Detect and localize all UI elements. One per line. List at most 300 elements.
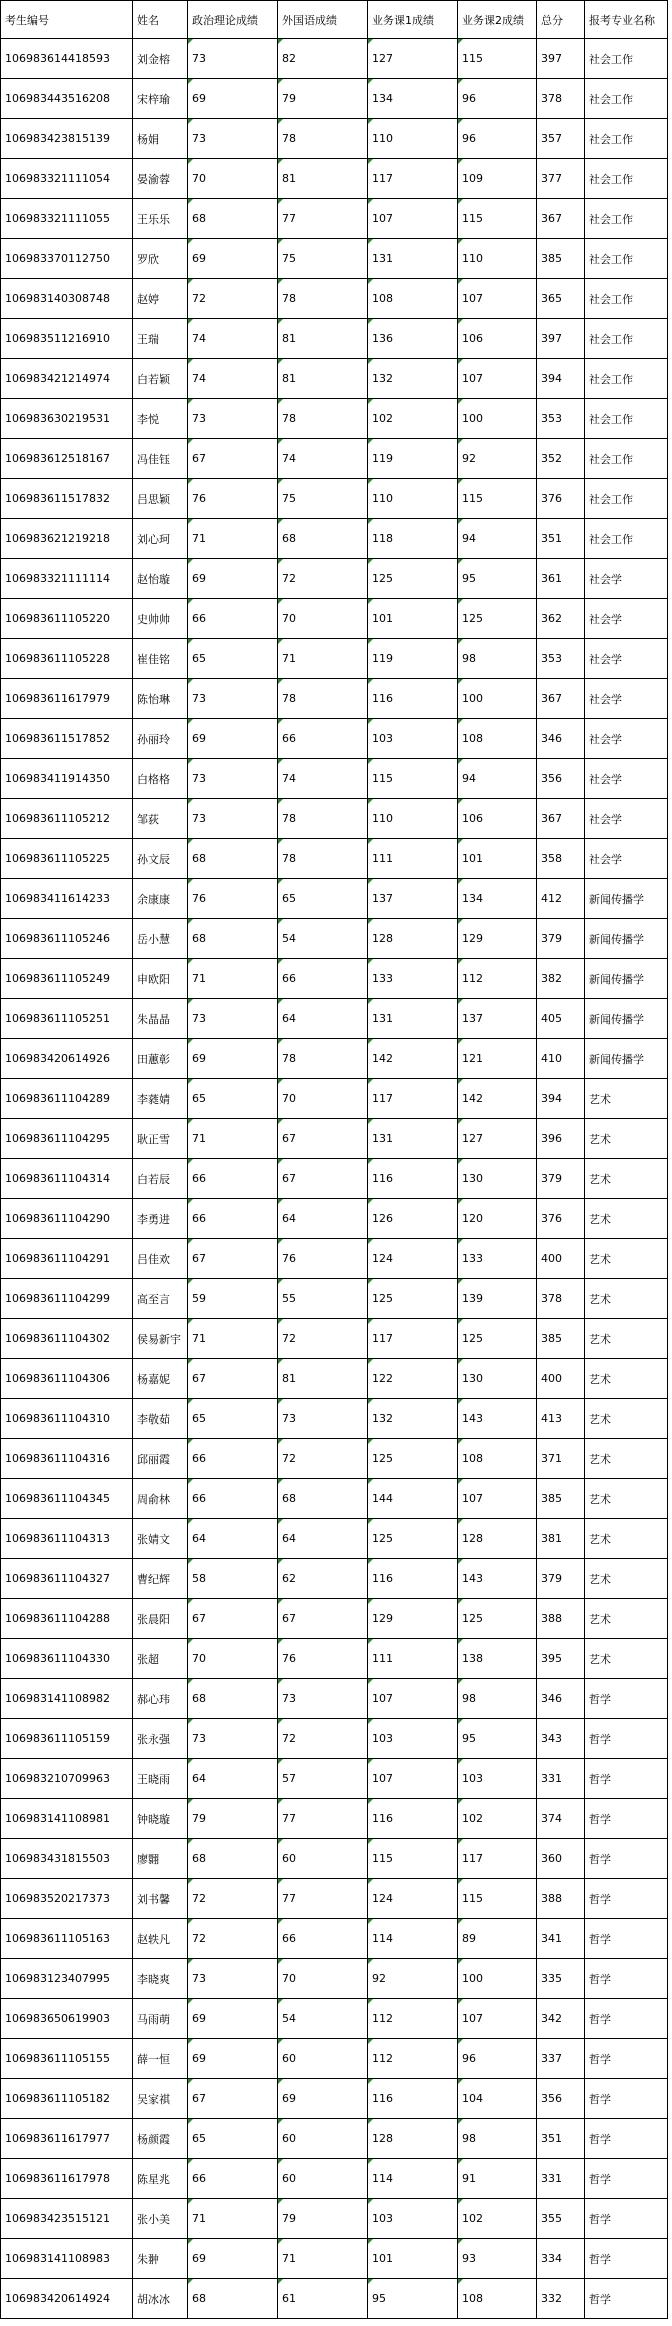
candidate-id-cell: 106983321111054 (1, 159, 133, 199)
major-cell: 哲学 (585, 1679, 668, 1719)
name-cell: 吴家祺 (133, 2079, 188, 2119)
foreign-language-score-cell: 78 (278, 799, 368, 839)
subject1-score-cell: 116 (368, 1799, 458, 1839)
major-cell: 哲学 (585, 2279, 668, 2319)
table-row (1, 1239, 668, 1279)
politics-score-cell: 66 (188, 1439, 278, 1479)
name-cell: 张婧文 (133, 1519, 188, 1559)
name-cell: 崔佳铭 (133, 639, 188, 679)
major-cell: 艺术 (585, 1239, 668, 1279)
subject1-score-cell: 118 (368, 519, 458, 559)
total-score-cell: 376 (537, 1199, 585, 1239)
name-cell: 耿正雪 (133, 1119, 188, 1159)
table-row (1, 1039, 668, 1079)
major-cell: 哲学 (585, 1799, 668, 1839)
name-cell: 钟晓璇 (133, 1799, 188, 1839)
major-cell: 新闻传播学 (585, 1039, 668, 1079)
total-score-cell: 353 (537, 399, 585, 439)
subject2-score-cell: 125 (458, 1599, 537, 1639)
total-score-cell: 357 (537, 119, 585, 159)
foreign-language-score-cell: 72 (278, 1319, 368, 1359)
politics-score-cell: 69 (188, 2039, 278, 2079)
subject1-score-cell: 115 (368, 1839, 458, 1879)
total-score-cell: 395 (537, 1639, 585, 1679)
major-cell: 新闻传播学 (585, 879, 668, 919)
foreign-language-score-cell: 68 (278, 1479, 368, 1519)
subject1-score-cell: 103 (368, 2199, 458, 2239)
table-row (1, 1679, 668, 1719)
name-cell: 张晨阳 (133, 1599, 188, 1639)
candidate-id-cell: 106983611104310 (1, 1399, 133, 1439)
foreign-language-score-cell: 81 (278, 1359, 368, 1399)
table-row (1, 359, 668, 399)
table-row (1, 799, 668, 839)
name-cell: 胡冰冰 (133, 2279, 188, 2319)
candidate-id-cell: 106983611617979 (1, 679, 133, 719)
subject1-score-cell: 110 (368, 479, 458, 519)
subject2-score-cell: 115 (458, 39, 537, 79)
subject2-score-cell: 107 (458, 359, 537, 399)
name-cell: 李晓爽 (133, 1959, 188, 1999)
politics-score-cell: 68 (188, 1679, 278, 1719)
table-body (1, 39, 668, 2319)
foreign-language-score-cell: 77 (278, 1879, 368, 1919)
subject1-score-cell: 131 (368, 999, 458, 1039)
name-cell: 余康康 (133, 879, 188, 919)
subject2-score-cell: 98 (458, 639, 537, 679)
foreign-language-score-cell: 72 (278, 1719, 368, 1759)
name-cell: 陈怡琳 (133, 679, 188, 719)
subject1-score-cell: 110 (368, 799, 458, 839)
total-score-cell: 367 (537, 199, 585, 239)
politics-score-cell: 72 (188, 279, 278, 319)
candidate-id-cell: 106983140308748 (1, 279, 133, 319)
table-row (1, 879, 668, 919)
candidate-id-cell: 106983611105182 (1, 2079, 133, 2119)
candidate-id-cell: 106983611104327 (1, 1559, 133, 1599)
subject2-score-cell: 96 (458, 79, 537, 119)
candidate-id-cell: 106983611104330 (1, 1639, 133, 1679)
subject2-score-cell: 100 (458, 1959, 537, 1999)
major-cell: 新闻传播学 (585, 959, 668, 999)
total-score-cell: 378 (537, 79, 585, 119)
name-cell: 李悦 (133, 399, 188, 439)
politics-score-cell: 67 (188, 439, 278, 479)
table-row (1, 199, 668, 239)
candidate-id-cell: 106983611617977 (1, 2119, 133, 2159)
name-cell: 岳小慧 (133, 919, 188, 959)
total-score-cell: 343 (537, 1719, 585, 1759)
subject1-score-cell: 127 (368, 39, 458, 79)
politics-score-cell: 73 (188, 399, 278, 439)
subject1-score-cell: 92 (368, 1959, 458, 1999)
name-cell: 罗欣 (133, 239, 188, 279)
name-cell: 白若辰 (133, 1159, 188, 1199)
table-row (1, 719, 668, 759)
subject1-score-cell: 116 (368, 2079, 458, 2119)
politics-score-cell: 68 (188, 839, 278, 879)
major-cell: 社会工作 (585, 119, 668, 159)
subject2-score-cell: 130 (458, 1359, 537, 1399)
total-score-cell: 332 (537, 2279, 585, 2319)
politics-score-cell: 74 (188, 319, 278, 359)
major-cell: 哲学 (585, 1839, 668, 1879)
name-cell: 白若颖 (133, 359, 188, 399)
subject2-score-cell: 89 (458, 1919, 537, 1959)
table-row (1, 439, 668, 479)
foreign-language-score-cell: 78 (278, 279, 368, 319)
name-cell: 朱晶晶 (133, 999, 188, 1039)
name-cell: 杨颜霞 (133, 2119, 188, 2159)
major-cell: 艺术 (585, 1399, 668, 1439)
major-cell: 艺术 (585, 1119, 668, 1159)
name-cell: 吕思颖 (133, 479, 188, 519)
politics-score-cell: 73 (188, 679, 278, 719)
name-cell: 王晓雨 (133, 1759, 188, 1799)
subject1-score-cell: 114 (368, 2159, 458, 2199)
subject2-score-cell: 107 (458, 1479, 537, 1519)
foreign-language-score-cell: 71 (278, 2239, 368, 2279)
subject2-score-cell: 101 (458, 839, 537, 879)
politics-score-cell: 65 (188, 1079, 278, 1119)
total-score-cell: 353 (537, 639, 585, 679)
candidate-id-cell: 106983611104290 (1, 1199, 133, 1239)
name-cell: 杨娟 (133, 119, 188, 159)
name-cell: 陈星兆 (133, 2159, 188, 2199)
foreign-language-score-cell: 76 (278, 1239, 368, 1279)
table-row (1, 519, 668, 559)
subject2-score-cell: 125 (458, 599, 537, 639)
foreign-language-score-cell: 73 (278, 1399, 368, 1439)
major-cell: 社会学 (585, 719, 668, 759)
table-row (1, 919, 668, 959)
candidate-id-cell: 106983611105163 (1, 1919, 133, 1959)
foreign-language-score-cell: 81 (278, 359, 368, 399)
total-score-cell: 367 (537, 799, 585, 839)
major-cell: 社会工作 (585, 479, 668, 519)
total-score-cell: 381 (537, 1519, 585, 1559)
subject2-score-cell: 139 (458, 1279, 537, 1319)
table-row (1, 2079, 668, 2119)
candidate-id-cell: 106983611517832 (1, 479, 133, 519)
candidate-id-cell: 106983611617978 (1, 2159, 133, 2199)
total-score-cell: 361 (537, 559, 585, 599)
subject1-score-cell: 134 (368, 79, 458, 119)
table-row (1, 1959, 668, 1999)
subject2-score-cell: 100 (458, 399, 537, 439)
total-score-cell: 385 (537, 1319, 585, 1359)
major-cell: 社会学 (585, 599, 668, 639)
politics-score-cell: 73 (188, 119, 278, 159)
subject2-score-cell: 115 (458, 479, 537, 519)
table-row (1, 1799, 668, 1839)
total-score-cell: 371 (537, 1439, 585, 1479)
table-row (1, 1399, 668, 1439)
subject2-score-cell: 95 (458, 559, 537, 599)
table-row (1, 1439, 668, 1479)
major-cell: 社会工作 (585, 399, 668, 439)
subject1-score-cell: 122 (368, 1359, 458, 1399)
politics-score-cell: 64 (188, 1759, 278, 1799)
subject2-score-cell: 94 (458, 759, 537, 799)
total-score-cell: 412 (537, 879, 585, 919)
total-score-cell: 355 (537, 2199, 585, 2239)
name-cell: 赵轶凡 (133, 1919, 188, 1959)
politics-score-cell: 69 (188, 239, 278, 279)
candidate-id-cell: 106983650619903 (1, 1999, 133, 2039)
name-cell: 史帅帅 (133, 599, 188, 639)
subject2-score-cell: 106 (458, 799, 537, 839)
candidate-id-cell: 106983611105249 (1, 959, 133, 999)
total-score-cell: 356 (537, 759, 585, 799)
total-score-cell: 351 (537, 519, 585, 559)
candidate-id-cell: 106983611104314 (1, 1159, 133, 1199)
foreign-language-score-cell: 77 (278, 199, 368, 239)
name-cell: 邹荻 (133, 799, 188, 839)
subject2-score-cell: 102 (458, 2199, 537, 2239)
politics-score-cell: 68 (188, 2279, 278, 2319)
total-score-cell: 331 (537, 1759, 585, 1799)
foreign-language-score-cell: 77 (278, 1799, 368, 1839)
subject2-score-cell: 115 (458, 1879, 537, 1919)
subject2-score-cell: 115 (458, 199, 537, 239)
foreign-language-score-cell: 72 (278, 1439, 368, 1479)
total-score-cell: 379 (537, 1159, 585, 1199)
total-score-cell: 365 (537, 279, 585, 319)
subject1-score-cell: 111 (368, 1639, 458, 1679)
candidate-id-cell: 106983431815503 (1, 1839, 133, 1879)
subject2-score-cell: 137 (458, 999, 537, 1039)
total-score-cell: 410 (537, 1039, 585, 1079)
major-cell: 社会工作 (585, 239, 668, 279)
foreign-language-score-cell: 64 (278, 999, 368, 1039)
table-row (1, 1559, 668, 1599)
table-row (1, 239, 668, 279)
subject2-score-cell: 108 (458, 1439, 537, 1479)
name-cell: 刘金榕 (133, 39, 188, 79)
foreign-language-score-cell: 68 (278, 519, 368, 559)
total-score-cell: 346 (537, 1679, 585, 1719)
name-cell: 张小美 (133, 2199, 188, 2239)
foreign-language-score-cell: 72 (278, 559, 368, 599)
politics-score-cell: 73 (188, 1959, 278, 1999)
candidate-id-cell: 106983411614233 (1, 879, 133, 919)
subject2-score-cell: 91 (458, 2159, 537, 2199)
subject1-score-cell: 110 (368, 119, 458, 159)
politics-score-cell: 69 (188, 1999, 278, 2039)
candidate-id-cell: 106983611104288 (1, 1599, 133, 1639)
table-row (1, 79, 668, 119)
politics-score-cell: 71 (188, 1319, 278, 1359)
table-row (1, 999, 668, 1039)
table-row (1, 1839, 668, 1879)
politics-score-cell: 76 (188, 479, 278, 519)
major-cell: 艺术 (585, 1599, 668, 1639)
subject1-score-cell: 125 (368, 559, 458, 599)
major-cell: 艺术 (585, 1279, 668, 1319)
major-cell: 社会学 (585, 559, 668, 599)
total-score-cell: 382 (537, 959, 585, 999)
name-cell: 邱丽霞 (133, 1439, 188, 1479)
column-header: 考生编号 (1, 1, 133, 39)
major-cell: 哲学 (585, 1759, 668, 1799)
table-row (1, 1159, 668, 1199)
major-cell: 艺术 (585, 1159, 668, 1199)
foreign-language-score-cell: 60 (278, 1839, 368, 1879)
subject1-score-cell: 119 (368, 439, 458, 479)
subject2-score-cell: 108 (458, 719, 537, 759)
major-cell: 哲学 (585, 1999, 668, 2039)
table-row (1, 1879, 668, 1919)
table-row (1, 2279, 668, 2319)
foreign-language-score-cell: 70 (278, 1959, 368, 1999)
total-score-cell: 400 (537, 1239, 585, 1279)
foreign-language-score-cell: 57 (278, 1759, 368, 1799)
table-row (1, 1359, 668, 1399)
foreign-language-score-cell: 79 (278, 2199, 368, 2239)
foreign-language-score-cell: 78 (278, 119, 368, 159)
table-row (1, 1759, 668, 1799)
foreign-language-score-cell: 67 (278, 1119, 368, 1159)
table-row (1, 1919, 668, 1959)
major-cell: 社会学 (585, 759, 668, 799)
major-cell: 艺术 (585, 1199, 668, 1239)
subject2-score-cell: 96 (458, 119, 537, 159)
total-score-cell: 388 (537, 1599, 585, 1639)
table-row (1, 2159, 668, 2199)
name-cell: 刘书馨 (133, 1879, 188, 1919)
politics-score-cell: 71 (188, 519, 278, 559)
subject2-score-cell: 96 (458, 2039, 537, 2079)
total-score-cell: 376 (537, 479, 585, 519)
candidate-id-cell: 106983611105246 (1, 919, 133, 959)
politics-score-cell: 74 (188, 359, 278, 399)
total-score-cell: 362 (537, 599, 585, 639)
subject2-score-cell: 142 (458, 1079, 537, 1119)
name-cell: 张超 (133, 1639, 188, 1679)
foreign-language-score-cell: 74 (278, 759, 368, 799)
total-score-cell: 396 (537, 1119, 585, 1159)
subject2-score-cell: 92 (458, 439, 537, 479)
foreign-language-score-cell: 64 (278, 1519, 368, 1559)
name-cell: 高至言 (133, 1279, 188, 1319)
subject1-score-cell: 103 (368, 719, 458, 759)
candidate-id-cell: 106983421214974 (1, 359, 133, 399)
major-cell: 社会工作 (585, 199, 668, 239)
politics-score-cell: 73 (188, 759, 278, 799)
subject2-score-cell: 98 (458, 1679, 537, 1719)
total-score-cell: 334 (537, 2239, 585, 2279)
major-cell: 新闻传播学 (585, 999, 668, 1039)
major-cell: 哲学 (585, 1879, 668, 1919)
foreign-language-score-cell: 78 (278, 399, 368, 439)
candidate-id-cell: 106983611105155 (1, 2039, 133, 2079)
foreign-language-score-cell: 74 (278, 439, 368, 479)
name-cell: 申欧阳 (133, 959, 188, 999)
table-row (1, 1279, 668, 1319)
candidate-id-cell: 106983611104345 (1, 1479, 133, 1519)
subject2-score-cell: 104 (458, 2079, 537, 2119)
total-score-cell: 385 (537, 1479, 585, 1519)
table-row (1, 159, 668, 199)
total-score-cell: 377 (537, 159, 585, 199)
politics-score-cell: 65 (188, 2119, 278, 2159)
politics-score-cell: 73 (188, 999, 278, 1039)
subject2-score-cell: 100 (458, 679, 537, 719)
subject2-score-cell: 129 (458, 919, 537, 959)
name-cell: 李蕤婧 (133, 1079, 188, 1119)
major-cell: 艺术 (585, 1479, 668, 1519)
total-score-cell: 400 (537, 1359, 585, 1399)
total-score-cell: 337 (537, 2039, 585, 2079)
total-score-cell: 346 (537, 719, 585, 759)
table-header-row (1, 1, 668, 39)
foreign-language-score-cell: 66 (278, 1919, 368, 1959)
major-cell: 哲学 (585, 1719, 668, 1759)
politics-score-cell: 71 (188, 959, 278, 999)
foreign-language-score-cell: 60 (278, 2039, 368, 2079)
subject1-score-cell: 116 (368, 679, 458, 719)
candidate-id-cell: 106983611105159 (1, 1719, 133, 1759)
subject2-score-cell: 134 (458, 879, 537, 919)
table-row (1, 39, 668, 79)
candidate-id-cell: 106983141108983 (1, 2239, 133, 2279)
table-row (1, 959, 668, 999)
subject1-score-cell: 117 (368, 159, 458, 199)
name-cell: 田蕙彰 (133, 1039, 188, 1079)
table-row (1, 2199, 668, 2239)
politics-score-cell: 68 (188, 199, 278, 239)
subject2-score-cell: 125 (458, 1319, 537, 1359)
total-score-cell: 397 (537, 39, 585, 79)
table-row (1, 2119, 668, 2159)
candidate-id-cell: 106983614418593 (1, 39, 133, 79)
table-row (1, 1119, 668, 1159)
subject1-score-cell: 142 (368, 1039, 458, 1079)
foreign-language-score-cell: 75 (278, 239, 368, 279)
foreign-language-score-cell: 71 (278, 639, 368, 679)
politics-score-cell: 65 (188, 1399, 278, 1439)
major-cell: 哲学 (585, 2159, 668, 2199)
candidate-id-cell: 106983141108982 (1, 1679, 133, 1719)
politics-score-cell: 66 (188, 599, 278, 639)
foreign-language-score-cell: 66 (278, 719, 368, 759)
table-row (1, 119, 668, 159)
table-row (1, 479, 668, 519)
foreign-language-score-cell: 64 (278, 1199, 368, 1239)
foreign-language-score-cell: 78 (278, 679, 368, 719)
candidate-id-cell: 106983423515121 (1, 2199, 133, 2239)
foreign-language-score-cell: 62 (278, 1559, 368, 1599)
candidate-id-cell: 106983443516208 (1, 79, 133, 119)
total-score-cell: 378 (537, 1279, 585, 1319)
subject1-score-cell: 107 (368, 1679, 458, 1719)
subject1-score-cell: 119 (368, 639, 458, 679)
major-cell: 哲学 (585, 2199, 668, 2239)
subject1-score-cell: 116 (368, 1559, 458, 1599)
table-row (1, 2039, 668, 2079)
subject1-score-cell: 136 (368, 319, 458, 359)
candidate-id-cell: 106983611105212 (1, 799, 133, 839)
name-cell: 孙丽玲 (133, 719, 188, 759)
name-cell: 孙文辰 (133, 839, 188, 879)
major-cell: 社会工作 (585, 519, 668, 559)
total-score-cell: 397 (537, 319, 585, 359)
subject2-score-cell: 133 (458, 1239, 537, 1279)
subject2-score-cell: 103 (458, 1759, 537, 1799)
major-cell: 艺术 (585, 1559, 668, 1599)
name-cell: 白格格 (133, 759, 188, 799)
